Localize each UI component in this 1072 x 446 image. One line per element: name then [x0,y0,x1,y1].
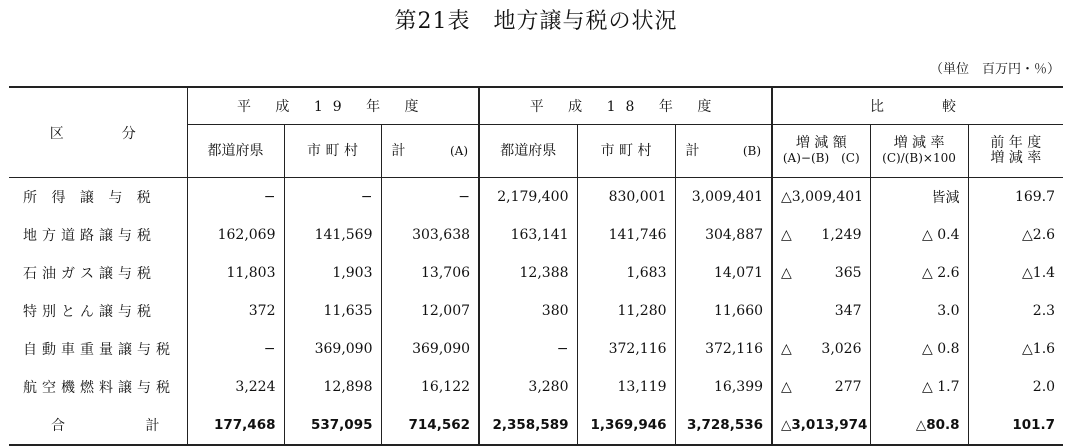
cell-diff [772,330,870,368]
cell-h19-muni: 1,903 [284,254,381,292]
triangle-icon: △ [781,265,792,281]
cell-diff [772,292,870,330]
diff-value: 347 [834,303,862,319]
table-row [9,368,1063,406]
cell-prev: △1.6 [968,330,1063,368]
h19-total-label: 計 [391,142,406,159]
cell-h18-muni: 13,119 [577,368,675,406]
h19-muni-header: 市 町 村 [284,125,381,178]
cell-diff [772,254,870,292]
cell-h19-muni: 369,090 [284,330,381,368]
row-label: 航空機燃料譲与税 [23,380,175,396]
cell-h18-pref: 3,280 [479,368,577,406]
cell-diff [772,216,870,254]
triangle-icon: △ [781,227,792,243]
cell-h18-pref: 380 [479,292,577,330]
triangle-icon: △ [781,341,792,357]
cell-h18-total: 16,399 [675,368,772,406]
cell-h18-muni: 141,746 [577,216,675,254]
h19-pref-header: 都道府県 [187,125,284,178]
cell-h19-total: 369,090 [381,330,479,368]
rate-header [870,125,968,178]
h18-group-header: 平 成 18 年 度 [479,87,772,125]
cell-h19-muni: − [284,178,381,217]
diff-header-line2: (A)−(B) (C) [782,151,860,165]
total-label [9,406,187,445]
cell-h19-total: 13,706 [381,254,479,292]
page-title: 第21表 地方譲与税の状況 [394,9,678,34]
cell-h18-muni: 1,683 [577,254,675,292]
cell-h18-total: 3,009,401 [675,178,772,217]
total-h19-total: 714,562 [381,406,479,445]
total-label-right: 計 [145,418,165,434]
cell-rate: 3.0 [870,292,968,330]
cell-h18-total: 11,660 [675,292,772,330]
table-row [9,254,1063,292]
cell-rate: △ 1.7 [870,368,968,406]
cell-h19-total: 16,122 [381,368,479,406]
h19-total-header [381,125,479,178]
h18-total-label: 計 [685,142,700,159]
total-label-left: 合 [51,418,70,434]
row-label: 所 得 譲 与 税 [23,190,156,206]
row-label: 石油ガス譲与税 [23,266,156,282]
h18-total-header [675,125,772,178]
cell-h19-total: − [381,178,479,217]
prev-header [968,125,1063,178]
table-row [9,216,1063,254]
triangle-icon: △ [781,379,792,395]
total-h19-pref: 177,468 [187,406,284,445]
cell-diff [772,178,870,217]
h18-total-mark: (B) [742,143,762,158]
cell-h19-pref: 11,803 [187,254,284,292]
diff-value: 3,009,401 [791,189,864,205]
compare-group-header: 比 較 [772,87,1063,125]
cell-h19-muni: 141,569 [284,216,381,254]
cell-rate: △ 0.8 [870,330,968,368]
diff-value: 277 [834,379,862,395]
row-label: 自動車重量譲与税 [23,342,175,358]
cell-h18-pref: 2,179,400 [479,178,577,217]
rate-header-line1: 増 減 率 [893,135,945,151]
table-row [9,330,1063,368]
unit-note: （単位 百万円・％） [929,62,1060,77]
cell-h19-pref: 3,224 [187,368,284,406]
h19-total-mark: (A) [449,143,469,158]
cell-h19-total: 12,007 [381,292,479,330]
cell-h19-muni: 11,635 [284,292,381,330]
cell-prev: 169.7 [968,178,1063,217]
cell-prev: 2.3 [968,292,1063,330]
h18-muni-header: 市 町 村 [577,125,675,178]
total-h18-pref: 2,358,589 [479,406,577,445]
cell-h18-total: 372,116 [675,330,772,368]
cell-rate: △ 0.4 [870,216,968,254]
cell-h18-muni: 11,280 [577,292,675,330]
total-row [9,406,1063,445]
row-label: 特別とん譲与税 [23,304,156,320]
cell-prev: △2.6 [968,216,1063,254]
cell-prev: △1.4 [968,254,1063,292]
row-label: 地方道路譲与税 [23,228,156,244]
cell-h18-total: 14,071 [675,254,772,292]
table-row [9,292,1063,330]
total-h19-muni: 537,095 [284,406,381,445]
total-h18-muni: 1,369,946 [577,406,675,445]
total-h18-total: 3,728,536 [675,406,772,445]
cell-h18-muni: 372,116 [577,330,675,368]
cell-h19-pref: 162,069 [187,216,284,254]
cell-h19-pref: 372 [187,292,284,330]
cell-h18-pref: − [479,330,577,368]
diff-value: 365 [834,265,862,281]
category-header: 区 分 [9,87,187,178]
cell-rate: △ 2.6 [870,254,968,292]
cell-h18-total: 304,887 [675,216,772,254]
diff-value: 3,026 [821,341,862,357]
cell-h19-muni: 12,898 [284,368,381,406]
cell-h19-pref: − [187,178,284,217]
total-diff: △3,013,974 [772,406,870,445]
triangle-icon: △ [781,189,792,205]
local-transfer-tax-table [9,86,1063,446]
prev-header-line2: 増 減 率 [990,150,1042,166]
cell-h19-pref: − [187,330,284,368]
diff-value: 1,249 [821,227,862,243]
cell-prev: 2.0 [968,368,1063,406]
cell-h18-pref: 163,141 [479,216,577,254]
diff-header [772,125,870,178]
total-rate: △80.8 [870,406,968,445]
h19-group-header: 平 成 19 年 度 [187,87,479,125]
rate-header-line2: (C)/(B)×100 [882,151,956,165]
cell-h18-pref: 12,388 [479,254,577,292]
h18-pref-header: 都道府県 [479,125,577,178]
total-prev: 101.7 [968,406,1063,445]
cell-h19-total: 303,638 [381,216,479,254]
cell-diff [772,368,870,406]
table-row [9,178,1063,217]
cell-rate: 皆減 [870,178,968,217]
cell-h18-muni: 830,001 [577,178,675,217]
diff-header-line1: 増 減 額 [795,135,847,151]
prev-header-line1: 前 年 度 [990,135,1042,151]
